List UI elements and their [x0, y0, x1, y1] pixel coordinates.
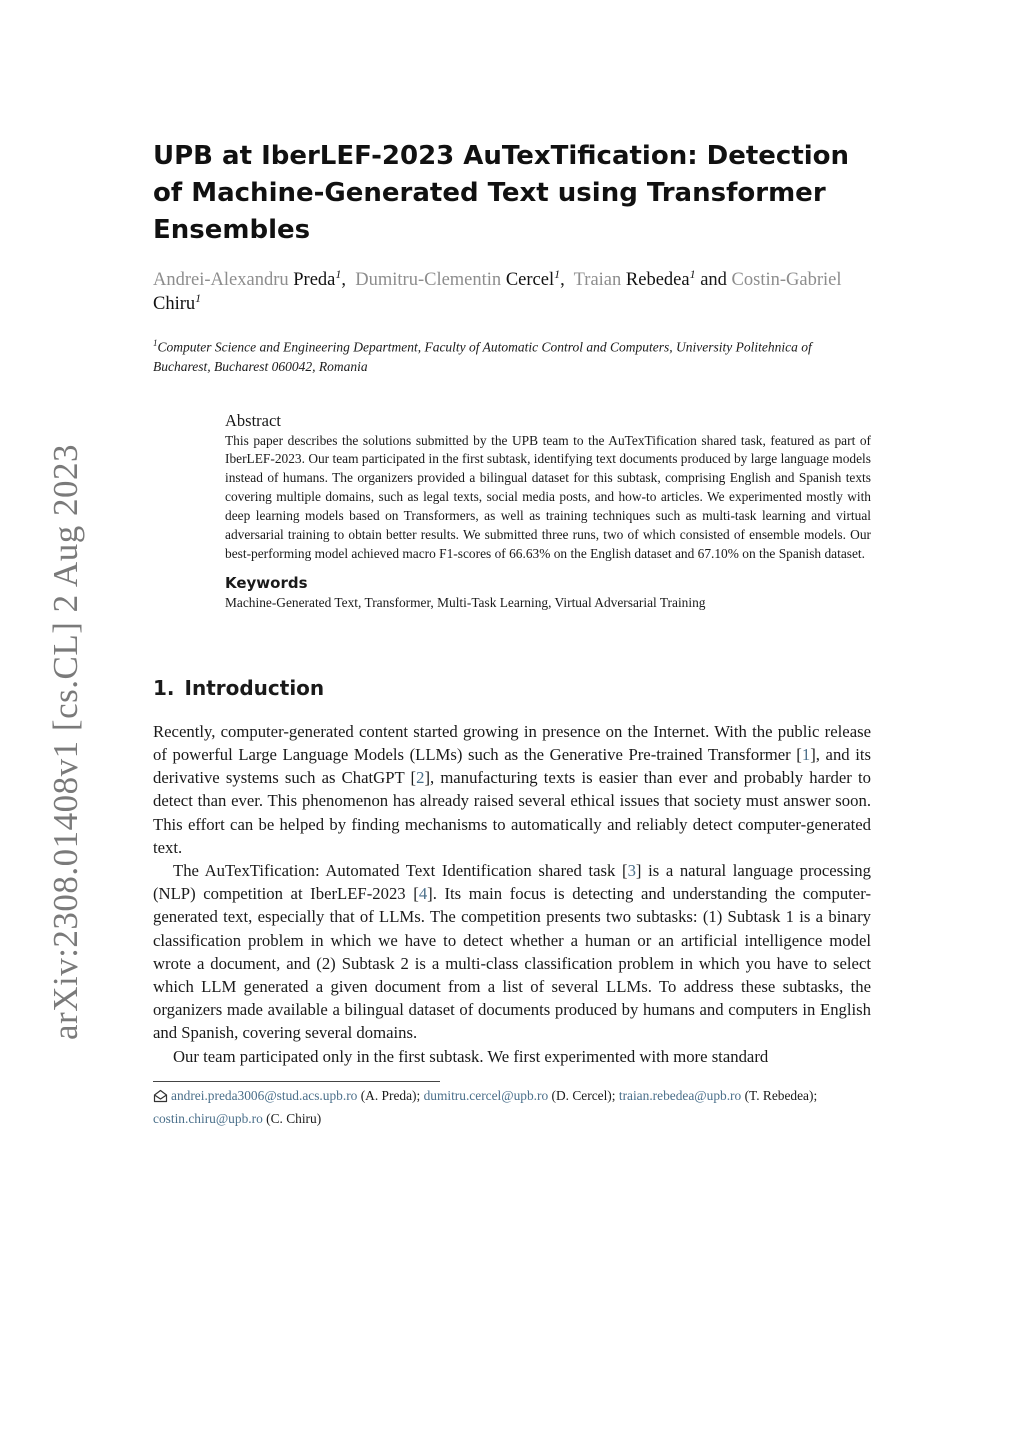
text-run: Recently, computer-generated content started growing in presence on the Internet. With the public release of powerful Large Language Models (LLMs) such as the Generative Pre-trained Transformer [	[153, 721, 871, 765]
author-separator: and	[695, 270, 732, 290]
keywords-text: Machine-Generated Text, Transformer, Multi-Task Learning, Virtual Adversarial Training	[225, 594, 706, 610]
text-run: (A. Preda);	[357, 1087, 424, 1103]
intro-paragraph-3	[153, 1045, 871, 1068]
email-link[interactable]: costin.chiru@upb.ro	[153, 1111, 263, 1127]
footnote-rule	[153, 1081, 440, 1082]
author-family-name: Rebedea	[621, 270, 690, 290]
envelope-icon	[153, 1089, 168, 1110]
citation-link[interactable]: 3	[627, 861, 636, 881]
author-given-name: Andrei-Alexandru	[153, 270, 289, 290]
author-family-name: Cercel	[501, 270, 555, 290]
affiliation	[153, 334, 871, 376]
author-given-name: Costin-Gabriel	[731, 270, 842, 290]
text-run: Our team participated only in the first subtask. We first experimented with more standard	[173, 1046, 769, 1066]
affiliation-text: Computer Science and Engineering Department, Faculty of Automatic Control and Computers, University Politehnica of Bucharest, Bucharest 060042, Romania	[153, 339, 812, 374]
email-link[interactable]: dumitru.cercel@upb.ro	[423, 1087, 549, 1103]
affiliation-marker: 1	[153, 338, 158, 348]
section-heading-introduction	[153, 674, 871, 702]
text-run: (T. Rebedea);	[741, 1087, 818, 1103]
author-given-name: Dumitru-Clementin	[355, 270, 502, 290]
author	[355, 266, 561, 290]
author-separator: ,	[341, 270, 356, 290]
arxiv-identifier-stamp: arXiv:2308.01408v1 [cs.CL] 2 Aug 2023	[46, 444, 85, 1040]
text-run: ]. Its main focus is detecting and understanding the computer-generated text, especially that of LLMs. The competition presents two subtasks: (1) Subtask 1 is a binary classification problem in which we have to detect whether a human or an artificial intelligence model wrote a document, and (2) Subtask 2 is a multi-class classification problem in which you have to select which LLM generated a given document from a list of several LLMs. To address these subtasks, the organizers made available a bilingual dataset of documents produced by humans and computers in English and Spanish, covering several domains.	[153, 884, 871, 1043]
author-affiliation-marker: 1	[689, 266, 696, 281]
text-run: ], manufacturing texts is easier than ever and probably harder to detect than ever. This phenomenon has already raised several ethical issues that society must answer soon. This effort can be helped by finding mechanisms to automatically and reliably detect computer-generated text.	[153, 768, 871, 857]
paper-page	[153, 138, 871, 1130]
citation-link[interactable]: 2	[416, 768, 425, 788]
abstract-text: This paper describes the solutions submitted by the UPB team to the AuTexTification shared task, featured as part of IberLEF-2023. Our team participated in the first subtask, identifying text documents produced by large language models instead of humans. The organizers provided a bilingual dataset for this subtask, comprising English and Spanish texts covering multiple domains, such as legal texts, social media posts, and how-to articles. We experimented mostly with deep learning models based on Transformers, as well as training techniques such as multi-task learning and virtual adversarial training to obtain better results. We submitted three runs, two of which consisted of ensemble models. Our best-performing model achieved macro F1-scores of 66.63% on the English dataset and 67.10% on the Spanish dataset.	[225, 432, 871, 561]
email-link[interactable]: andrei.preda3006@stud.acs.upb.ro	[171, 1087, 358, 1103]
paper-title: UPB at IberLEF-2023 AuTexTification: Detection of Machine-Generated Text using Transformer Ensembles	[153, 141, 850, 245]
abstract-block	[225, 411, 871, 612]
author-affiliation-marker: 1	[195, 290, 202, 305]
text-run: (D. Cercel);	[548, 1087, 619, 1103]
text-run: ], and its derivative systems such as ChatGPT [	[153, 745, 872, 788]
author-separator: ,	[560, 270, 574, 290]
author-affiliation-marker: 1	[335, 266, 342, 281]
text-run: The AuTexTification: Automated Text Identification shared task [	[173, 861, 628, 881]
citation-link[interactable]: 4	[418, 884, 428, 904]
keywords-heading: Keywords	[225, 573, 308, 592]
citation-link[interactable]: 1	[801, 745, 811, 765]
footnote-emails	[153, 1086, 871, 1130]
author-affiliation-marker: 1	[554, 266, 561, 281]
author-list	[153, 268, 871, 316]
section-number: 1.	[153, 675, 175, 700]
intro-paragraph-1	[153, 720, 871, 859]
author	[573, 266, 696, 290]
text-run: ] is a natural language processing (NLP) competition at IberLEF-2023 [	[153, 861, 871, 904]
footnote-text	[153, 1088, 817, 1127]
author-family-name: Chiru	[153, 294, 196, 314]
author-family-name: Preda	[288, 270, 336, 290]
author-given-name: Traian	[573, 270, 622, 290]
intro-paragraph-2	[153, 859, 871, 1045]
section-title: Introduction	[184, 675, 325, 700]
text-run: (C. Chiru)	[262, 1111, 322, 1127]
author	[153, 266, 342, 290]
abstract-heading: Abstract	[225, 410, 281, 430]
email-link[interactable]: traian.rebedea@upb.ro	[618, 1087, 742, 1103]
